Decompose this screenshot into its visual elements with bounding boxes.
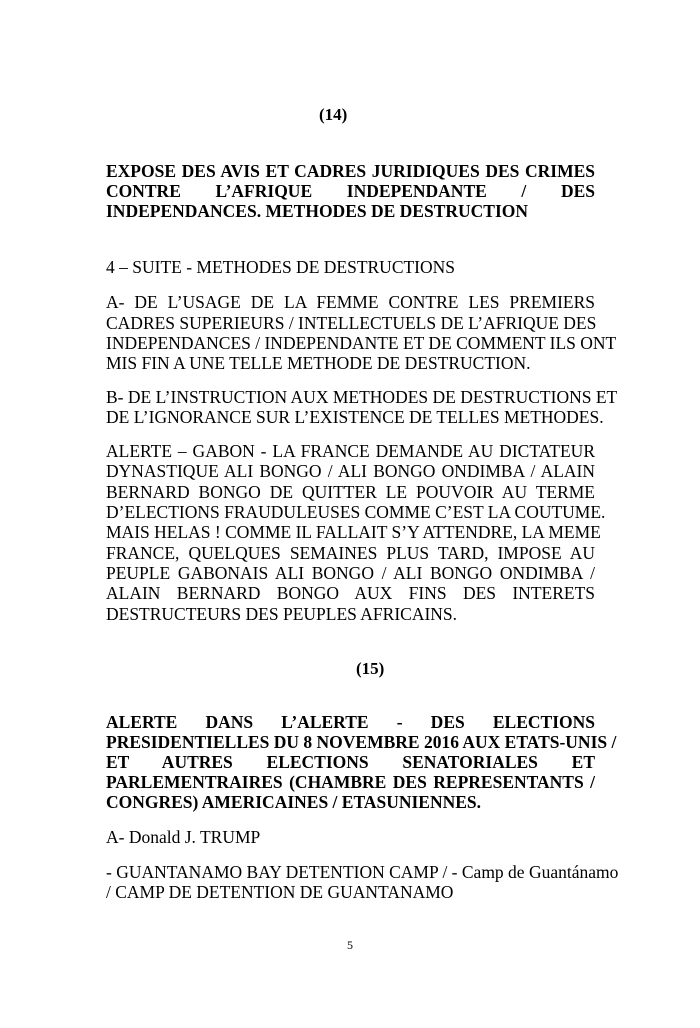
heading-line: ALERTE DANS L’ALERTE - DES ELECTIONS [106,712,595,732]
heading-line: ET AUTRES ELECTIONS SENATORIALES ET [106,752,595,772]
paragraph-line: - GUANTANAMO BAY DETENTION CAMP / - Camp de Guantánamo [106,862,619,882]
page-number: 5 [347,938,353,952]
heading-line: CONGRES) AMERICAINES / ETASUNIENNES. [106,792,482,812]
heading-line: PRESIDENTIELLES DU 8 NOVEMBRE 2016 AUX ETATS-UNIS / [106,732,617,752]
section-number-14: (14) [319,105,348,124]
paragraph-line: DE L’IGNORANCE SUR L’EXISTENCE DE TELLES METHODES. [106,407,604,427]
paragraph-line: FRANCE, QUELQUES SEMAINES PLUS TARD, IMPOSE AU [106,543,595,563]
paragraph-line: ALERTE – GABON - LA FRANCE DEMANDE AU DICTATEUR [106,441,595,461]
paragraph-line: / CAMP DE DETENTION DE GUANTANAMO [106,882,454,902]
paragraph-line: DESTRUCTEURS DES PEUPLES AFRICAINS. [106,604,458,624]
paragraph-line: PEUPLE GABONAIS ALI BONGO / ALI BONGO ONDIMBA / [106,563,595,583]
paragraph-line: D’ELECTIONS FRAUDULEUSES COMME C’EST LA COUTUME. [106,502,606,522]
heading-line: INDEPENDANCES. METHODES DE DESTRUCTION [106,201,529,221]
heading-line: PARLEMENTRAIRES (CHAMBRE DES REPRESENTANTS / [106,772,595,792]
heading-line: EXPOSE DES AVIS ET CADRES JURIDIQUES DES CRIMES [106,161,595,181]
paragraph-line: B- DE L’INSTRUCTION AUX METHODES DE DESTRUCTIONS ET [106,387,618,407]
paragraph-line: INDEPENDANCES / INDEPENDANTE ET DE COMMENT ILS ONT [106,333,617,353]
paragraph-line: MAIS HELAS ! COMME IL FALLAIT S’Y ATTENDRE, LA MEME [106,522,601,542]
paragraph-line: ALAIN BERNARD BONGO AUX FINS DES INTERETS [106,583,595,603]
paragraph-line: MIS FIN A UNE TELLE METHODE DE DESTRUCTION. [106,353,531,373]
paragraph-line: CADRES SUPERIEURS / INTELLECTUELS DE L’AFRIQUE DES [106,313,597,333]
paragraph-line: A- DE L’USAGE DE LA FEMME CONTRE LES PREMIERS [106,292,595,312]
section-subtitle: 4 – SUITE - METHODES DE DESTRUCTIONS [106,257,456,277]
section-number-15: (15) [356,659,385,678]
item-a-trump: A- Donald J. TRUMP [106,827,261,847]
paragraph-line: DYNASTIQUE ALI BONGO / ALI BONGO ONDIMBA / ALAIN [106,461,595,481]
heading-line: CONTRE L’AFRIQUE INDEPENDANTE / DES [106,181,595,201]
paragraph-line: BERNARD BONGO DE QUITTER LE POUVOIR AU TERME [106,482,595,502]
